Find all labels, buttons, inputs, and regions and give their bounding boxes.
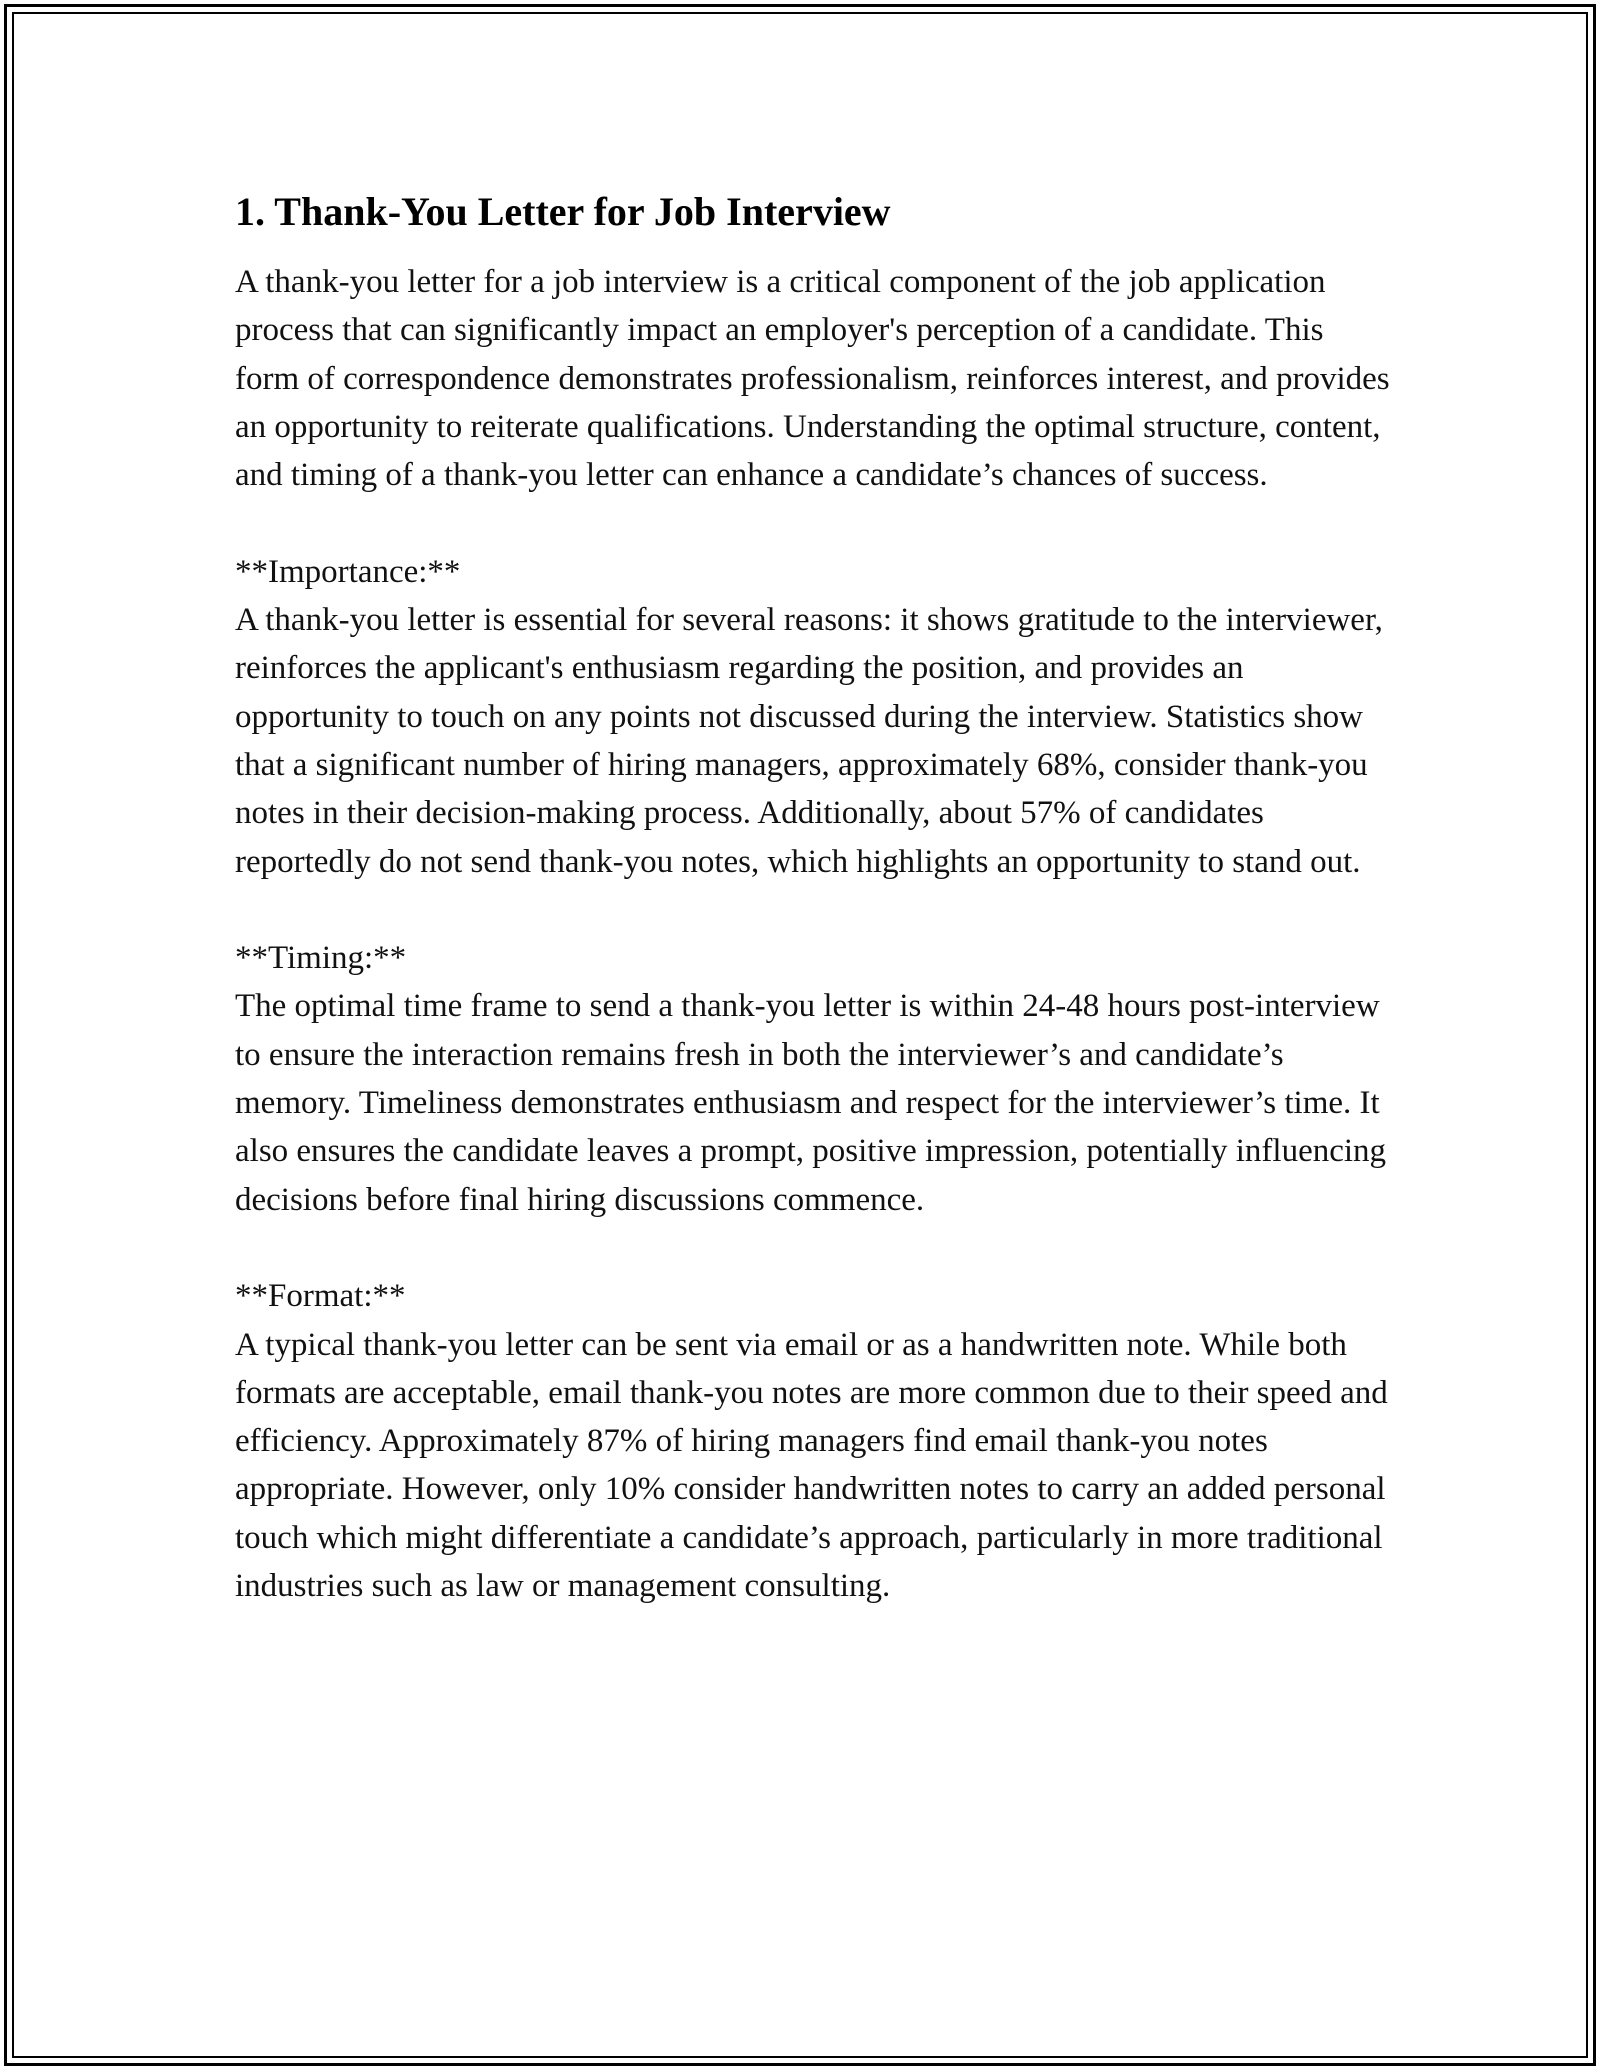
section-body: A typical thank-you letter can be sent via email or as a handwritten note. While both formats are acceptable, email thank-you notes are more common due to their speed and efficiency. Approximately 87% of hiring managers find email thank-you notes appropriate. However, only 10% consider handwritten notes to carry an added personal touch which might differentiate a candidate’s approach, particularly in more traditional industries such as law or management consulting. <box>235 1326 1388 1605</box>
section-body: The optimal time frame to send a thank-you letter is within 24-48 hours post-interview to ensure the interaction remains fresh in both the interviewer’s and candidate’s memory. Timeliness demonstrates enthusiasm and respect for the interviewer’s time. It also ensures the candidate leaves a prompt, positive impression, potentially influencing decisions before final hiring discussions commence. <box>235 988 1387 1218</box>
section-heading: **Format:** <box>235 1278 406 1315</box>
intro-paragraph: A thank-you letter for a job interview is a critical component of the job application process that can significantly impact an employer's perception of a candidate. This form of correspondence demonstrates professionalism, reinforces interest, and provides an opportunity to reiterate qualifications. Understanding the optimal structure, content, and timing of a thank-you letter can enhance a candidate’s chances of success. <box>235 264 1390 494</box>
document-body <box>235 186 1395 1610</box>
section-importance <box>235 548 1395 886</box>
section-timing <box>235 934 1395 1224</box>
document-title: 1. Thank-You Letter for Job Interview <box>235 189 891 234</box>
section-heading: **Importance:** <box>235 553 461 590</box>
section-body: A thank-you letter is essential for several reasons: it shows gratitude to the interviewer, reinforces the applicant's enthusiasm regarding the position, and provides an opportunity to touch on any points not discussed during the interview. Statistics show that a significant number of hiring managers, approximately 68%, consider thank-you notes in their decision-making process. Additionally, about 57% of candidates reportedly do not send thank-you notes, which highlights an opportunity to stand out. <box>235 602 1383 880</box>
section-format <box>235 1272 1395 1610</box>
section-heading: **Timing:** <box>235 940 407 977</box>
